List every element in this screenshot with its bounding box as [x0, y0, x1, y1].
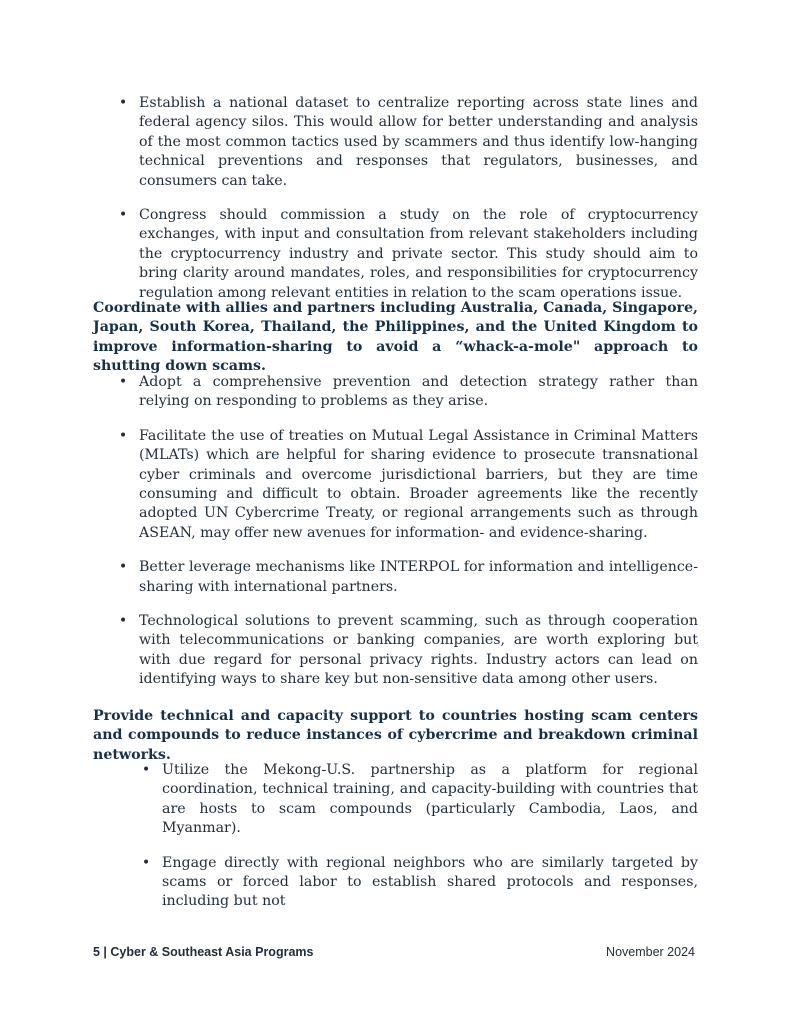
bullet-icon: • [118, 207, 128, 224]
bullet-list-2 [118, 373, 698, 705]
bullet-icon: • [118, 613, 128, 630]
list-item-text: Utilize the Mekong-U.S. partnership as a platform for regional coordination, technical training, and capacity-building with countries that are hosts to scam compounds (particularly Cambodia, Laos, and Myanmar). [162, 762, 698, 837]
list-item [118, 612, 698, 690]
bullet-list-3 [141, 761, 698, 927]
footer-page-label: 5 | Cyber & Southeast Asia Programs [93, 945, 314, 959]
list-item-text: Engage directly with regional neighbors who are similarly targeted by scams or forced labor to establish shared protocols and responses, including but not [162, 854, 698, 910]
list-item [118, 94, 698, 191]
list-item [118, 206, 698, 303]
bullet-icon: • [141, 854, 151, 871]
bullet-icon: • [118, 374, 128, 390]
list-item [118, 558, 698, 597]
list-item-text: Adopt a comprehensive prevention and detection strategy rather than relying on responding to problems as they arise. [139, 374, 698, 410]
list-item-text: Better leverage mechanisms like INTERPOL for information and intelligence-sharing with international partners. [139, 559, 698, 595]
list-item-text: Establish a national dataset to centralize reporting across state lines and federal agency silos. This would allow for better understanding and analysis of the most common tactics used by scammers and thus identify low-hanging technical preventions and responses that regulators, businesses, and consumers can take. [139, 95, 698, 189]
list-item-text: Congress should commission a study on the role of cryptocurrency exchanges, with input and consultation from relevant stakeholders including the cryptocurrency industry and private sector. This study should aim to bring clarity around mandates, roles, and responsibilities for cryptocurrency regulation among relevant entities in relation to the scam operations issue. [139, 207, 698, 301]
bullet-icon: • [118, 95, 128, 111]
footer-date: November 2024 [606, 945, 695, 959]
list-item [118, 373, 698, 412]
bullet-list-1 [118, 94, 698, 318]
list-item [141, 854, 698, 912]
bullet-icon: • [141, 762, 151, 778]
list-item [118, 427, 698, 543]
section-heading: Provide technical and capacity support to countries hosting scam centers and compounds to reduce instances of cybercrime and breakdown criminal networks. [93, 708, 698, 763]
list-item-text: Technological solutions to prevent scamming, such as through cooperation with telecommunications or banking companies, are worth exploring but with due regard for personal privacy rights. Industry actors can lead on identifying ways to share key but non-sensitive data among other users. [139, 613, 698, 688]
section-heading: Coordinate with allies and partners including Australia, Canada, Singapore, Japan, South Korea, Thailand, the Philippines, and the United Kingdom to improve information-sharing to avoid a “whack-a-mole" approach to shutting down scams. [93, 300, 698, 375]
list-item [141, 761, 698, 839]
list-item-text: Facilitate the use of treaties on Mutual Legal Assistance in Criminal Matters (MLATs) which are helpful for sharing evidence to prosecute transnational cyber criminals and overcome jurisdictional barriers, but they are time consuming and difficult to obtain. Broader agreements like the recently adopted UN Cybercrime Treaty, or regional arrangements such as through ASEAN, may offer new avenues for information- and evidence-sharing. [139, 427, 698, 541]
bullet-icon: • [118, 427, 128, 444]
bullet-icon: • [118, 559, 128, 576]
